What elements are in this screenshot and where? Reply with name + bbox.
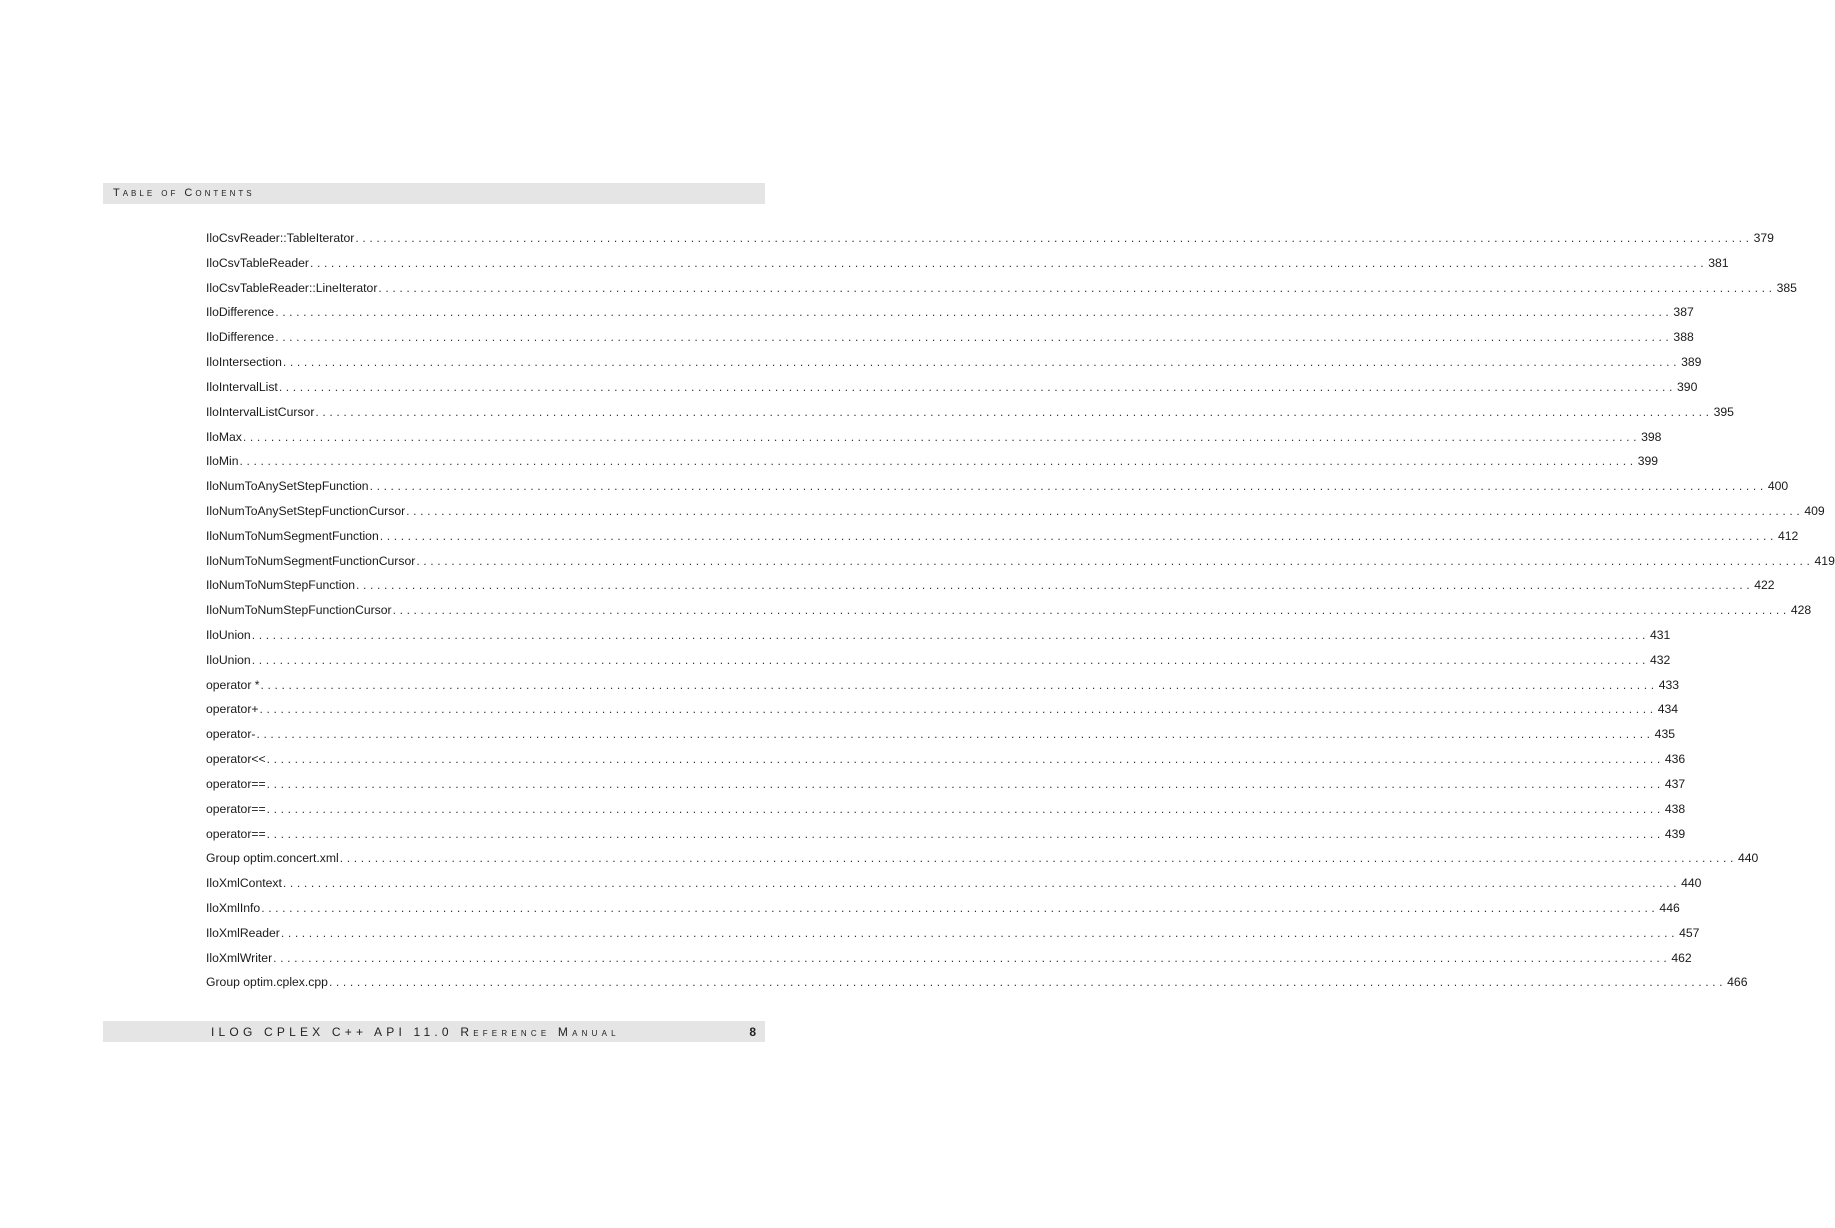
toc-entry-page: 431 xyxy=(1649,628,1671,642)
toc-entry[interactable] xyxy=(206,798,1686,823)
toc-dot-leader: ........................................................................................................................................................................................................ xyxy=(256,727,1654,742)
toc-dot-leader: ........................................................................................................................................................................................................ xyxy=(355,231,1753,245)
toc-dot-leader: ........................................................................................................................................................................................................ xyxy=(261,900,1659,915)
toc-dot-leader: ........................................................................................................................................................................................................ xyxy=(242,429,1641,444)
toc-entry-title: Group optim.concert.xml xyxy=(206,851,339,866)
toc-entry[interactable] xyxy=(206,525,1799,550)
toc-entry-page: 399 xyxy=(1637,454,1659,469)
toc-entry[interactable] xyxy=(206,550,1835,575)
toc-dot-leader: ........................................................................................................................................................................................................ xyxy=(315,404,1713,419)
toc-entry-page: 428 xyxy=(1790,603,1812,618)
toc-dot-leader: ........................................................................................................................................................................................................ xyxy=(266,801,1664,816)
toc-entry-page: 457 xyxy=(1679,925,1700,940)
toc-entry-page: 395 xyxy=(1713,404,1734,419)
toc-entry[interactable] xyxy=(206,748,1686,773)
toc-entry-title: IloCsvReader::TableIterator xyxy=(206,231,355,245)
footer-band xyxy=(103,1021,765,1042)
toc-entry[interactable] xyxy=(206,450,1659,475)
toc-entry-page: 435 xyxy=(1654,727,1676,742)
toc-entry-title: IloCsvTableReader::LineIterator xyxy=(206,280,378,295)
toc-entry-page: 419 xyxy=(1814,553,1835,568)
toc-dot-leader: ........................................................................................................................................................................................................ xyxy=(356,578,1754,593)
toc-entry[interactable] xyxy=(206,475,1789,500)
toc-entry-page: 400 xyxy=(1767,479,1789,494)
toc-entry[interactable] xyxy=(206,698,1679,723)
toc-entry[interactable] xyxy=(206,351,1702,376)
toc-entry-title: IloIntervalListCursor xyxy=(206,404,315,419)
toc-entry-page: 422 xyxy=(1754,578,1775,593)
toc-entry-page: 398 xyxy=(1641,429,1662,444)
toc-entry[interactable] xyxy=(206,847,1759,872)
footer-title: ILOG CPLEX C++ API 11.0 Reference Manual xyxy=(211,1025,620,1039)
toc-entry[interactable] xyxy=(206,872,1702,897)
toc-dot-leader: ........................................................................................................................................................................................................ xyxy=(369,479,1767,494)
toc-entry-page: 440 xyxy=(1737,851,1759,866)
toc-entry-title: IloUnion xyxy=(206,628,251,642)
toc-entry-page: 409 xyxy=(1804,503,1825,518)
toc-entry[interactable] xyxy=(206,227,1774,252)
toc-entry[interactable] xyxy=(206,599,1812,624)
toc-entry[interactable] xyxy=(206,500,1825,525)
toc-dot-leader: ........................................................................................................................................................................................................ xyxy=(282,876,1681,891)
toc-entry-title: operator * xyxy=(206,677,260,692)
toc-entry[interactable] xyxy=(206,674,1680,699)
toc-dot-leader: ........................................................................................................................................................................................................ xyxy=(416,553,1814,568)
toc-dot-leader: ........................................................................................................................................................................................................ xyxy=(392,603,1790,618)
toc-entry[interactable] xyxy=(206,773,1686,798)
toc-entry[interactable] xyxy=(206,922,1700,947)
toc-entry[interactable] xyxy=(206,897,1680,922)
toc-entry-title: IloMin xyxy=(206,454,239,469)
toc-entry-title: IloNumToAnySetStepFunctionCursor xyxy=(206,503,406,518)
toc-entry-page: 439 xyxy=(1664,826,1686,841)
toc-dot-leader: ........................................................................................................................................................................................................ xyxy=(275,305,1673,320)
toc-entry-title: IloCsvTableReader xyxy=(206,255,309,270)
toc-entry-page: 440 xyxy=(1681,876,1702,891)
toc-entry-title: IloXmlWriter xyxy=(206,950,273,965)
toc-entry-page: 388 xyxy=(1673,330,1694,345)
toc-entry-title: IloNumToNumSegmentFunctionCursor xyxy=(206,553,416,568)
page-number: 8 xyxy=(749,1025,756,1039)
toc-entry-title: IloXmlContext xyxy=(206,876,282,891)
toc-entry-page: 381 xyxy=(1708,255,1729,270)
toc-entry-page: 412 xyxy=(1777,528,1799,543)
toc-dot-leader: ........................................................................................................................................................................................................ xyxy=(239,454,1637,469)
toc-entry-page: 446 xyxy=(1659,900,1680,915)
toc-dot-leader: ........................................................................................................................................................................................................ xyxy=(339,851,1737,866)
toc-entry-page: 433 xyxy=(1658,677,1680,692)
toc-entry[interactable] xyxy=(206,574,1775,599)
toc-entry-page: 379 xyxy=(1753,231,1774,245)
toc-entry-title: operator== xyxy=(206,826,266,841)
toc-entry[interactable] xyxy=(206,301,1694,326)
toc-entry-title: IloXmlInfo xyxy=(206,900,261,915)
toc-entry-page: 432 xyxy=(1649,652,1671,667)
toc-dot-leader: ........................................................................................................................................................................................................ xyxy=(378,280,1776,295)
toc-entry[interactable] xyxy=(206,947,1692,972)
toc-entry-page: 390 xyxy=(1677,379,1698,394)
toc-entry-title: operator== xyxy=(206,776,266,791)
toc-entry-title: operator+ xyxy=(206,702,259,717)
toc-entry[interactable] xyxy=(206,252,1729,277)
toc-dot-leader: ........................................................................................................................................................................................................ xyxy=(266,826,1664,841)
toc-entry[interactable] xyxy=(206,649,1671,674)
toc-entry-title: IloIntersection xyxy=(206,355,282,370)
toc-entry-title: IloDifference xyxy=(206,305,275,320)
toc-dot-leader: ........................................................................................................................................................................................................ xyxy=(278,379,1677,394)
toc-entry-title: operator<< xyxy=(206,752,266,767)
toc-entry-title: IloNumToAnySetStepFunction xyxy=(206,479,369,494)
toc-entry-title: IloIntervalList xyxy=(206,379,278,394)
toc-entry[interactable] xyxy=(206,823,1686,848)
toc-entry-title: operator== xyxy=(206,801,266,816)
toc-entry-page: 389 xyxy=(1681,355,1702,370)
toc-entry[interactable] xyxy=(206,723,1676,748)
toc-entry-page: 438 xyxy=(1664,801,1686,816)
toc-dot-leader: ........................................................................................................................................................................................................ xyxy=(379,528,1777,543)
toc-dot-leader: ........................................................................................................................................................................................................ xyxy=(275,330,1673,345)
toc-dot-leader: ........................................................................................................................................................................................................ xyxy=(280,925,1679,940)
toc-dot-leader: ........................................................................................................................................................................................................ xyxy=(251,628,1649,642)
toc-entry-title: IloNumToNumSegmentFunction xyxy=(206,528,379,543)
header-band xyxy=(103,183,765,204)
toc-dot-leader: ........................................................................................................................................................................................................ xyxy=(273,950,1671,965)
toc-entry-page: 466 xyxy=(1727,975,1748,990)
toc-dot-leader: ........................................................................................................................................................................................................ xyxy=(328,975,1727,990)
toc-entry[interactable] xyxy=(206,277,1797,302)
toc-entry-page: 387 xyxy=(1673,305,1694,320)
toc-entry-title: IloDifference xyxy=(206,330,275,345)
toc-entry[interactable] xyxy=(206,376,1698,401)
toc-entry-title: IloMax xyxy=(206,429,242,444)
toc-entry[interactable] xyxy=(206,426,1662,451)
toc-entry-title: IloXmlReader xyxy=(206,925,280,940)
toc-entry-title: Group optim.cplex.cpp xyxy=(206,975,328,990)
toc-dot-leader: ........................................................................................................................................................................................................ xyxy=(282,355,1681,370)
toc-dot-leader: ........................................................................................................................................................................................................ xyxy=(406,503,1804,518)
toc-entry[interactable] xyxy=(206,401,1734,426)
toc-dot-leader: ........................................................................................................................................................................................................ xyxy=(266,752,1664,767)
toc-entry-page: 385 xyxy=(1776,280,1797,295)
toc-entry-page: 462 xyxy=(1671,950,1692,965)
toc-entry-title: IloNumToNumStepFunction xyxy=(206,578,356,593)
toc-dot-leader: ........................................................................................................................................................................................................ xyxy=(309,255,1708,270)
toc-entry-page: 436 xyxy=(1664,752,1686,767)
toc-entry[interactable] xyxy=(206,326,1694,351)
toc-entry-title: operator- xyxy=(206,727,256,742)
page-header-title: Table of Contents xyxy=(113,187,255,199)
toc-entry-page: 434 xyxy=(1657,702,1679,717)
toc-entry[interactable] xyxy=(206,971,1748,996)
toc-entry[interactable] xyxy=(206,624,1671,649)
toc-entry-page: 437 xyxy=(1664,776,1686,791)
toc-dot-leader: ........................................................................................................................................................................................................ xyxy=(260,677,1658,692)
toc-dot-leader: ........................................................................................................................................................................................................ xyxy=(251,652,1649,667)
toc-dot-leader: ........................................................................................................................................................................................................ xyxy=(259,702,1657,717)
toc-entry-title: IloNumToNumStepFunctionCursor xyxy=(206,603,392,618)
toc-dot-leader: ........................................................................................................................................................................................................ xyxy=(266,776,1664,791)
table-of-contents xyxy=(206,227,1835,996)
toc-entry-title: IloUnion xyxy=(206,652,251,667)
